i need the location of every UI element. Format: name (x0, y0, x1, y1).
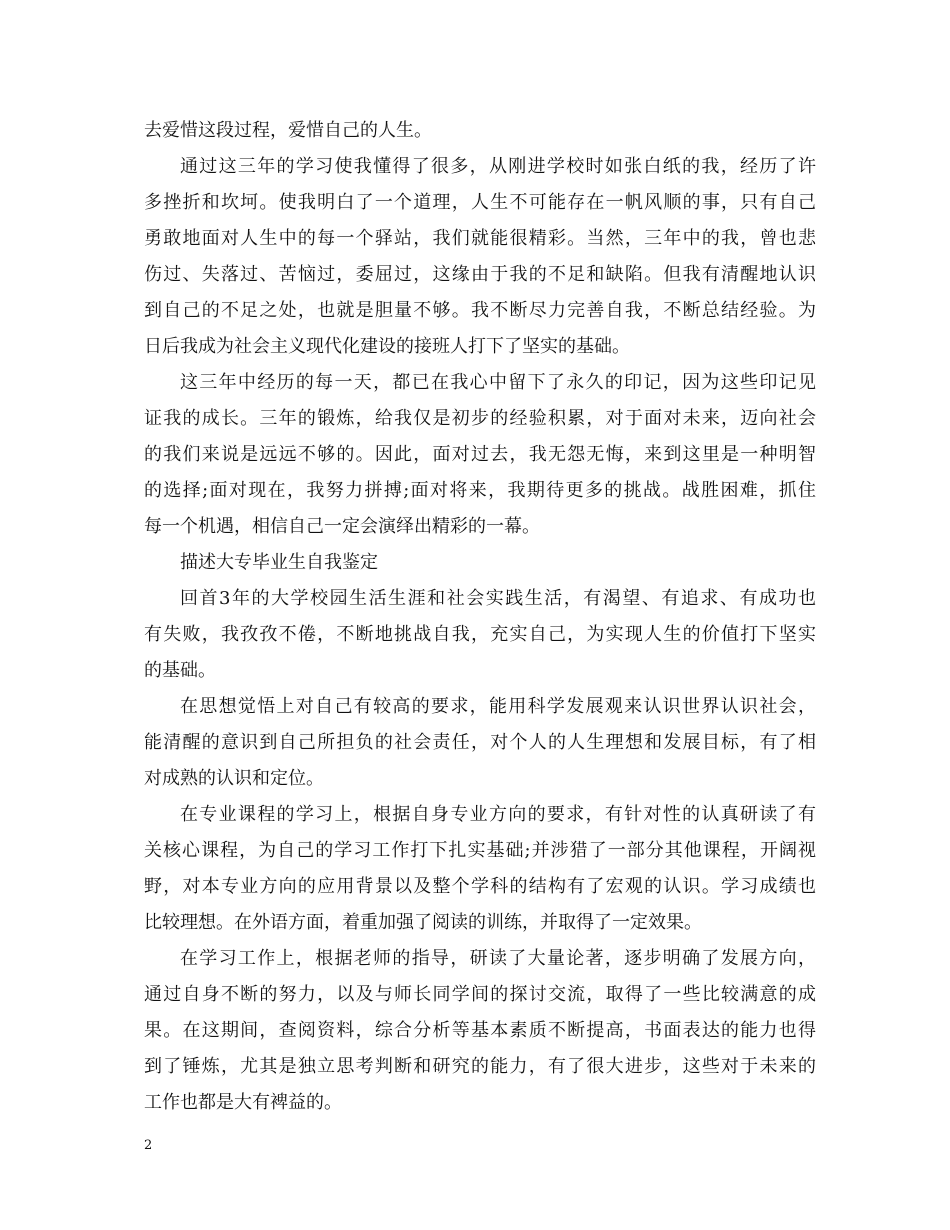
text-line: 的基础。 (144, 660, 216, 681)
paragraph-first-line: 描述大专毕业生自我鉴定 (180, 552, 378, 573)
text-line: 伤过、失落过、苦恼过，委屈过，这缘由于我的不足和缺陷。但我有清醒地认识 (144, 264, 816, 285)
paragraph-first-line: 在思想觉悟上对自己有较高的要求，能用科学发展观来认识世界认识社会， (180, 696, 816, 717)
text-line: 关核心课程，为自己的学习工作打下扎实基础;并涉猎了一部分其他课程，开阔视 (144, 840, 816, 861)
text-line: 每一个机遇，相信自己一定会演绎出精彩的一幕。 (144, 516, 540, 537)
text-line: 野，对本专业方向的应用背景以及整个学科的结构有了宏观的认识。学习成绩也 (144, 876, 816, 897)
paragraph-first-line: 在学习工作上，根据老师的指导，研读了大量论著，逐步明确了发展方向， (180, 948, 816, 969)
text-line: 到了锤炼，尤其是独立思考判断和研究的能力，有了很大进步，这些对于未来的 (144, 1056, 816, 1077)
text-line: 到自己的不足之处，也就是胆量不够。我不断尽力完善自我，不断总结经验。为 (144, 300, 816, 321)
paragraph-first-line: 回首3年的大学校园生活生涯和社会实践生活，有渴望、有追求、有成功也 (180, 588, 816, 609)
text-line: 通过自身不断的努力，以及与师长同学间的探讨交流，取得了一些比较满意的成 (144, 984, 816, 1005)
text-line: 能清醒的意识到自己所担负的社会责任，对个人的人生理想和发展目标，有了相 (144, 732, 816, 753)
paragraph-first-line: 在专业课程的学习上，根据自身专业方向的要求，有针对性的认真研读了有 (180, 804, 816, 825)
paragraph-first-line: 这三年中经历的每一天，都已在我心中留下了永久的印记，因为这些印记见 (180, 372, 816, 393)
text-line: 果。在这期间，查阅资料，综合分析等基本素质不断提高，书面表达的能力也得 (144, 1020, 816, 1041)
text-line: 工作也都是大有裨益的。 (144, 1092, 342, 1113)
text-line: 有失败，我孜孜不倦，不断地挑战自我，充实自己，为实现人生的价值打下坚实 (144, 624, 816, 645)
text-line: 去爱惜这段过程，爱惜自己的人生。 (144, 120, 432, 141)
paragraph-first-line: 通过这三年的学习使我懂得了很多，从刚进学校时如张白纸的我，经历了许 (180, 156, 816, 177)
text-line: 日后我成为社会主义现代化建设的接班人打下了坚实的基础。 (144, 336, 630, 357)
page-number: 2 (144, 1138, 153, 1153)
text-line: 多挫折和坎坷。使我明白了一个道理，人生不可能存在一帆风顺的事，只有自己 (144, 192, 816, 213)
text-line: 的我们来说是远远不够的。因此，面对过去，我无怨无悔，来到这里是一种明智 (144, 444, 816, 465)
document-body (144, 113, 816, 1121)
text-line: 的选择;面对现在，我努力拼搏;面对将来，我期待更多的挑战。战胜困难，抓住 (144, 480, 816, 501)
text-line: 比较理想。在外语方面，着重加强了阅读的训练，并取得了一定效果。 (144, 912, 702, 933)
text-line: 对成熟的认识和定位。 (144, 768, 324, 789)
text-line: 勇敢地面对人生中的每一个驿站，我们就能很精彩。当然，三年中的我，曾也悲 (144, 228, 816, 249)
text-line: 证我的成长。三年的锻炼，给我仅是初步的经验积累，对于面对未来，迈向社会 (144, 408, 816, 429)
